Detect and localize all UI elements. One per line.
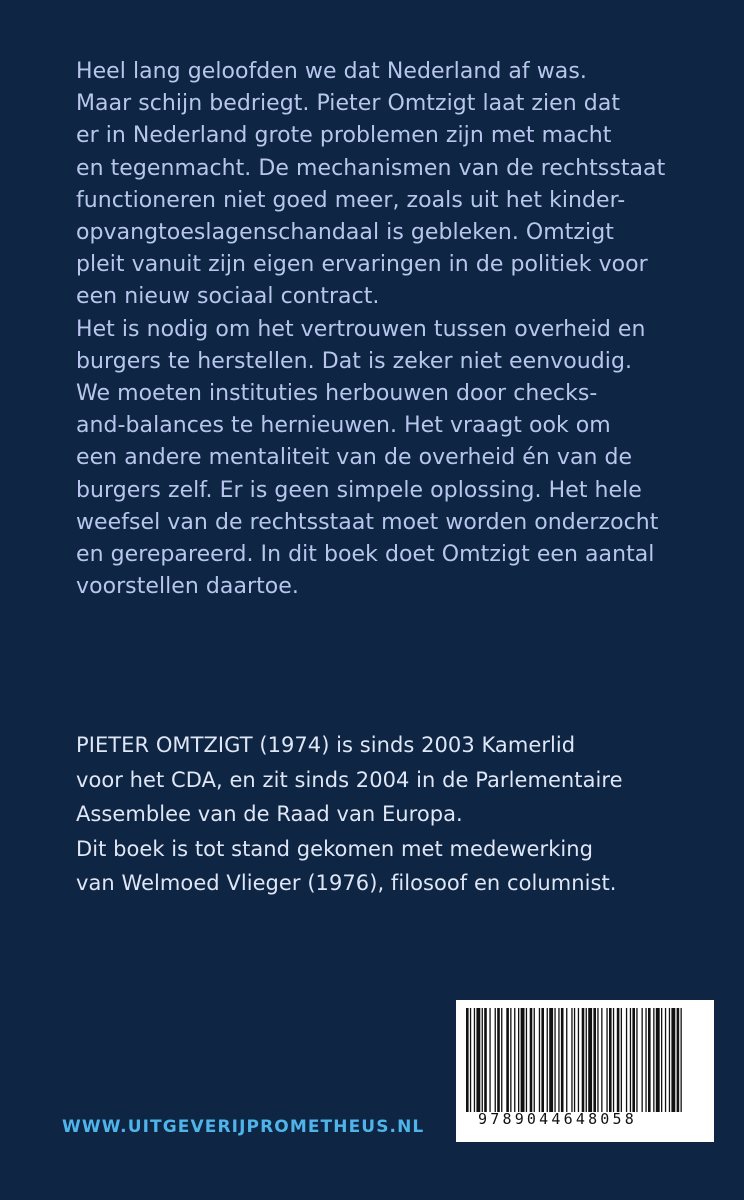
bio-line-3: Assemblee van de Raad van Europa.: [76, 802, 463, 827]
barcode-bar: [484, 1008, 487, 1112]
barcode-bar: [474, 1008, 475, 1112]
barcode-bar: [669, 1008, 670, 1112]
blurb-line-14: burgers zelf. Er is geen simpele oplossing. Het hele: [76, 477, 642, 503]
barcode-bar: [518, 1008, 519, 1112]
barcode-bar: [597, 1008, 598, 1112]
barcode-bar: [642, 1008, 643, 1112]
barcode-bar: [566, 1008, 567, 1112]
barcode-bars: [464, 1008, 704, 1112]
isbn-number: 9789044648058: [478, 1110, 637, 1128]
barcode-bar: [681, 1008, 682, 1112]
blurb-line-7: pleit vanuit zijn eigen ervaringen in de politiek voor: [76, 252, 648, 278]
barcode-bar: [558, 1008, 559, 1112]
barcode-bar: [613, 1008, 614, 1112]
barcode-bar: [588, 1008, 592, 1112]
barcode-bar: [578, 1008, 579, 1112]
barcode-bar: [530, 1008, 533, 1112]
barcode-bar: [466, 1008, 469, 1112]
barcode-bar: [521, 1008, 525, 1112]
blurb-line-9: Het is nodig om het vertrouwen tussen overheid en: [76, 316, 646, 342]
blurb-line-8: een nieuw sociaal contract.: [76, 284, 380, 310]
barcode-bar: [661, 1008, 662, 1112]
barcode-bar: [470, 1008, 471, 1112]
barcode-bar: [547, 1008, 548, 1112]
barcode-bar: [617, 1008, 620, 1112]
blurb-line-3: er in Nederland grote problemen zijn met macht: [76, 123, 612, 149]
barcode-bar: [653, 1008, 654, 1112]
barcode-bar: [636, 1008, 637, 1112]
barcode-bar: [571, 1008, 572, 1112]
barcode-bar: [601, 1008, 602, 1112]
blurb-line-1: Heel lang geloofden we dat Nederland af was.: [76, 59, 587, 84]
barcode-bar: [671, 1008, 675, 1112]
barcode-bar: [482, 1008, 483, 1112]
blurb-line-15: weefsel van de rechtsstaat moet worden onderzocht: [76, 509, 659, 535]
blurb-line-6: opvangtoeslagenschandaal is gebleken. Omtzigt: [76, 220, 614, 246]
blurb-text: [76, 56, 686, 603]
publisher-website[interactable]: WWW.UITGEVERIJPROMETHEUS.NL: [62, 1117, 425, 1137]
barcode-bar: [510, 1008, 511, 1112]
barcode-bar: [476, 1008, 480, 1112]
barcode-bar: [593, 1008, 596, 1112]
barcode-bar: [645, 1008, 646, 1112]
barcode-bar: [586, 1008, 587, 1112]
barcode-bar: [501, 1008, 502, 1112]
blurb-line-17: voorstellen daartoe.: [76, 574, 299, 600]
barcode-bar: [582, 1008, 585, 1112]
barcode-bar: [489, 1008, 490, 1112]
barcode-bar: [621, 1008, 622, 1112]
blurb-line-13: een andere mentaliteit van de overheid én van de: [76, 445, 633, 471]
blurb-line-12: and-balances te hernieuwen. Het vraagt ook om: [76, 413, 611, 439]
blurb-line-5: functioneren niet goed meer, zoals uit het kinder-: [76, 187, 626, 213]
barcode-bar: [677, 1008, 680, 1112]
author-bio: [76, 728, 686, 901]
barcode-bar: [630, 1008, 631, 1112]
barcode-bar: [561, 1008, 564, 1112]
barcode-bar: [656, 1008, 660, 1112]
barcode-bar: [609, 1008, 612, 1112]
bio-line-1: PIETER OMTZIGT (1974) is sinds 2003 Kamerlid: [76, 733, 576, 757]
barcode: [456, 1000, 714, 1142]
blurb-line-11: We moeten instituties herbouwen door checks-: [76, 381, 598, 407]
barcode-bar: [626, 1008, 627, 1112]
barcode-bar: [514, 1008, 515, 1112]
barcode-bar: [534, 1008, 535, 1112]
barcode-bar: [495, 1008, 496, 1112]
barcode-bar: [541, 1008, 544, 1112]
bio-line-4: Dit boek is tot stand gekomen met medewerking: [76, 836, 594, 861]
bio-line-2: voor het CDA, en zit sinds 2004 in de Parlementaire: [76, 767, 623, 792]
barcode-bar: [497, 1008, 500, 1112]
barcode-bar: [549, 1008, 553, 1112]
blurb-line-2: Maar schijn bedriegt. Pieter Omtzigt laat zien dat: [76, 91, 621, 117]
barcode-bar: [506, 1008, 509, 1112]
barcode-bar: [665, 1008, 666, 1112]
barcode-bar: [574, 1008, 575, 1112]
bio-line-5: van Welmoed Vlieger (1976), filosoof en columnist.: [76, 871, 617, 896]
barcode-bar: [632, 1008, 635, 1112]
blurb-line-4: en tegenmacht. De mechanismen van de rechtsstaat: [76, 155, 666, 181]
blurb-line-16: en gerepareerd. In dit boek doet Omtzigt een aantal: [76, 542, 655, 568]
barcode-bar: [526, 1008, 527, 1112]
blurb-line-10: burgers te herstellen. Dat is zeker niet eenvoudig.: [76, 348, 633, 374]
barcode-bar: [606, 1008, 607, 1112]
barcode-bar: [539, 1008, 540, 1112]
barcode-bar: [648, 1008, 651, 1112]
barcode-bar: [554, 1008, 555, 1112]
